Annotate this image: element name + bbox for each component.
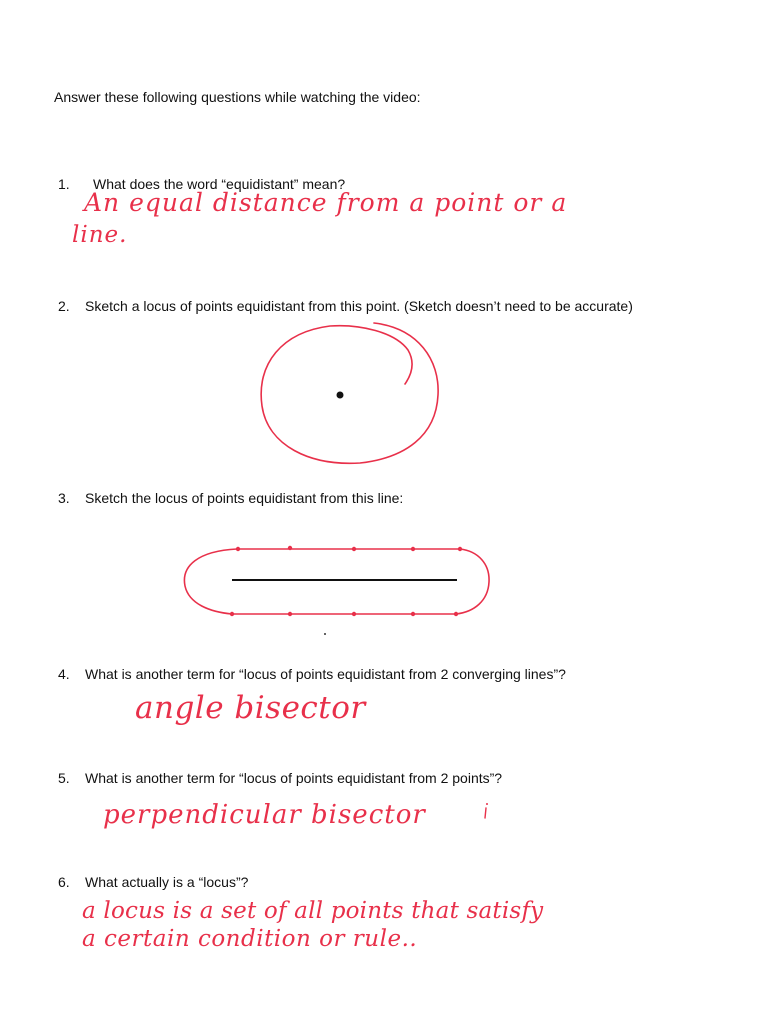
- stray-pen-mark: [485, 808, 486, 818]
- question-6-number: 6.: [58, 874, 70, 890]
- locus-dot: [352, 612, 356, 616]
- locus-dot: [411, 547, 415, 551]
- stray-pen-dot: [486, 803, 488, 805]
- instructions-text: Answer these following questions while watching the video:: [54, 89, 421, 105]
- question-1-text: What does the word “equidistant” mean?: [93, 176, 346, 192]
- locus-dot: [411, 612, 415, 616]
- answer-1-line-2: line.: [72, 222, 128, 248]
- answer-5: perpendicular bisector: [103, 800, 426, 830]
- question-5-number: 5.: [58, 770, 70, 786]
- locus-dot: [236, 547, 240, 551]
- question-5-text: What is another term for “locus of points equidistant from 2 points”?: [85, 770, 503, 786]
- stadium-locus-sketch: [184, 549, 489, 614]
- locus-dots: [230, 546, 462, 616]
- question-4-number: 4.: [58, 666, 70, 682]
- question-2-number: 2.: [58, 298, 70, 314]
- circle-locus-sketch: [261, 323, 438, 463]
- question-3-number: 3.: [58, 490, 70, 506]
- answer-4: angle bisector: [135, 690, 366, 726]
- question-6-text: What actually is a “locus”?: [85, 874, 249, 890]
- stray-mark: [324, 633, 326, 635]
- answer-1-line-1: An equal distance from a point or a: [84, 188, 568, 217]
- center-point: [337, 392, 344, 399]
- locus-dot: [288, 546, 292, 550]
- locus-dot: [230, 612, 234, 616]
- locus-dot: [288, 612, 292, 616]
- locus-dot: [458, 547, 462, 551]
- locus-dot: [454, 612, 458, 616]
- answer-6-line-2: a certain condition or rule..: [82, 926, 418, 952]
- question-3-text: Sketch the locus of points equidistant from this line:: [85, 490, 404, 506]
- question-1-number: 1.: [58, 176, 70, 192]
- locus-dot: [352, 547, 356, 551]
- answer-6-line-1: a locus is a set of all points that satisfy: [82, 898, 544, 924]
- question-2-text: Sketch a locus of points equidistant from this point. (Sketch doesn’t need to be accurate): [85, 298, 633, 314]
- question-4-text: What is another term for “locus of points equidistant from 2 converging lines”?: [85, 666, 566, 682]
